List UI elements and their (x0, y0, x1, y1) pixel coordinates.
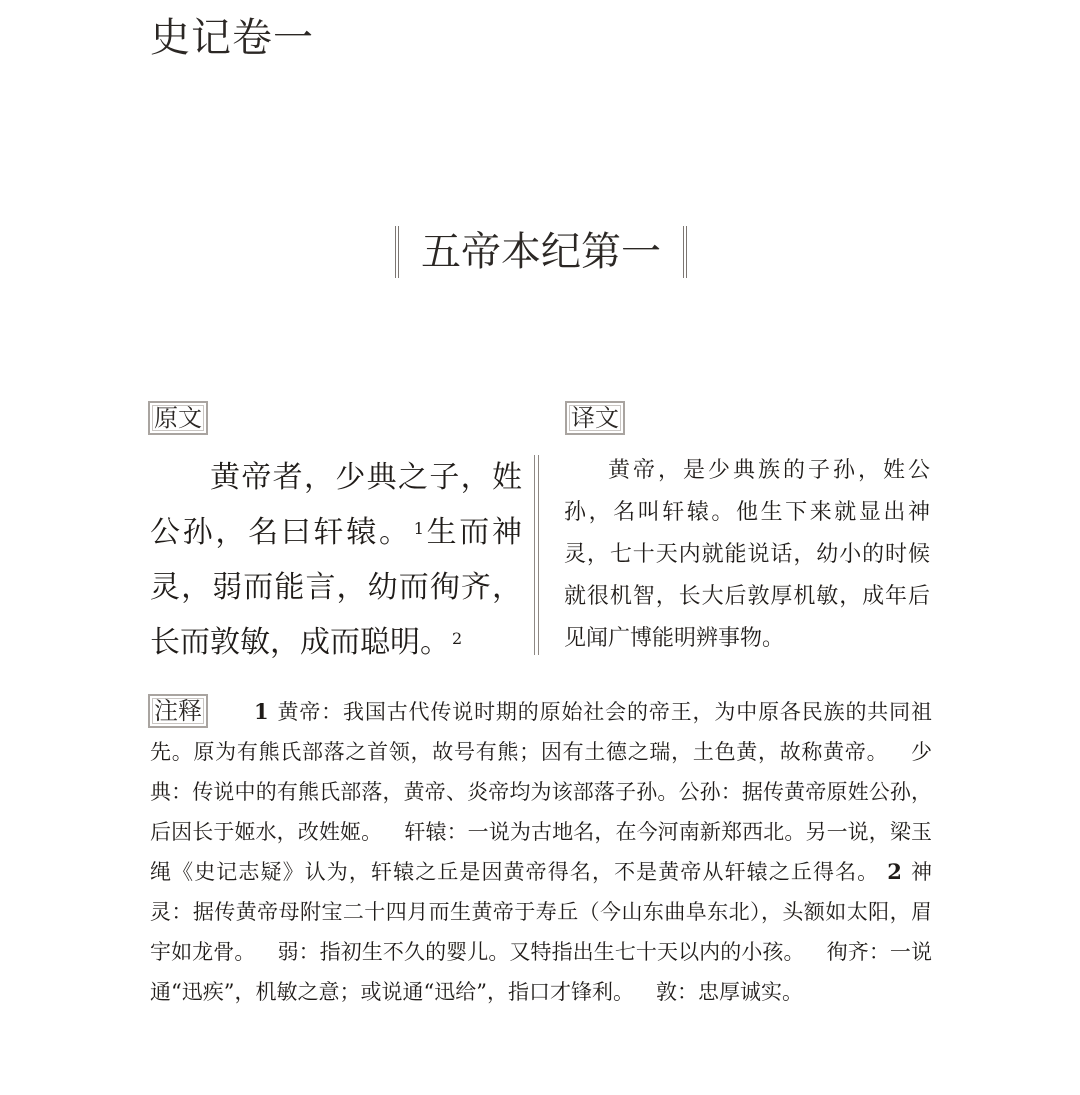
title-bar-left (395, 226, 399, 278)
column-divider (534, 455, 539, 655)
note-1-c: 公孙：据传黄帝原姓公孙，后因长于姬水，改姓姬。 (150, 780, 933, 844)
note-1-d: 轩辕：一说为古地名，在今河南新郑西北。另一说，梁玉绳《史记志疑》认为，轩辕之丘是因黄帝得名，不是黄帝从轩辕之丘得名。 (150, 820, 933, 884)
notes-section (150, 692, 932, 1012)
chapter-title (395, 220, 687, 284)
original-sentence-1: 黄帝者，少典之子，姓公孙，名曰轩辕。 (150, 460, 522, 550)
translation-text (564, 450, 930, 660)
notes-label: 注释 (148, 694, 208, 728)
footnote-ref-2: 2 (452, 629, 463, 648)
note-2-a: 神灵：据传黄帝母附宝二十四月而生黄帝于寿丘（今山东曲阜东北），头额如太阳，眉宇如龙骨。 (150, 860, 933, 964)
title-bar-right (683, 226, 687, 278)
note-number-1: 1 (254, 699, 269, 724)
running-head: 史记卷一 (150, 15, 314, 61)
original-label: 原文 (148, 401, 208, 435)
original-text (150, 450, 522, 670)
note-2-b: 弱：指初生不久的婴儿。又特指出生七十天以内的小孩。 (277, 940, 805, 964)
translation-label: 译文 (565, 401, 625, 435)
note-2-c: 徇齐：一说通“迅疾”，机敏之意；或说通“迅给”，指口才锋利。 (150, 940, 933, 1004)
note-1-a: 黄帝：我国古代传说时期的原始社会的帝王，为中原各民族的共同祖先。原为有熊氏部落之首领，故号有熊；因有土德之瑞，土色黄，故称黄帝。 (150, 700, 932, 764)
original-sentence-2: 生而神灵，弱而能言，幼而徇齐，长而敦敏，成而聪明。 (150, 515, 523, 660)
note-2-d: 敦：忠厚诚实。 (655, 980, 803, 1004)
notes-paragraph (150, 692, 932, 1012)
chapter-title-text: 五帝本纪第一 (421, 229, 661, 275)
original-paragraph (150, 450, 522, 670)
note-1-b: 少典：传说中的有熊氏部落，黄帝、炎帝均为该部落子孙。 (150, 740, 933, 804)
note-number-2: 2 (887, 859, 902, 884)
footnote-ref-1: 1 (413, 519, 424, 538)
translation-paragraph: 黄帝，是少典族的子孙，姓公孙，名叫轩辕。他生下来就显出神灵，七十天内就能说话，幼小的时候就很机智，长大后敦厚机敏，成年后见闻广博能明辨事物。 (564, 458, 930, 651)
